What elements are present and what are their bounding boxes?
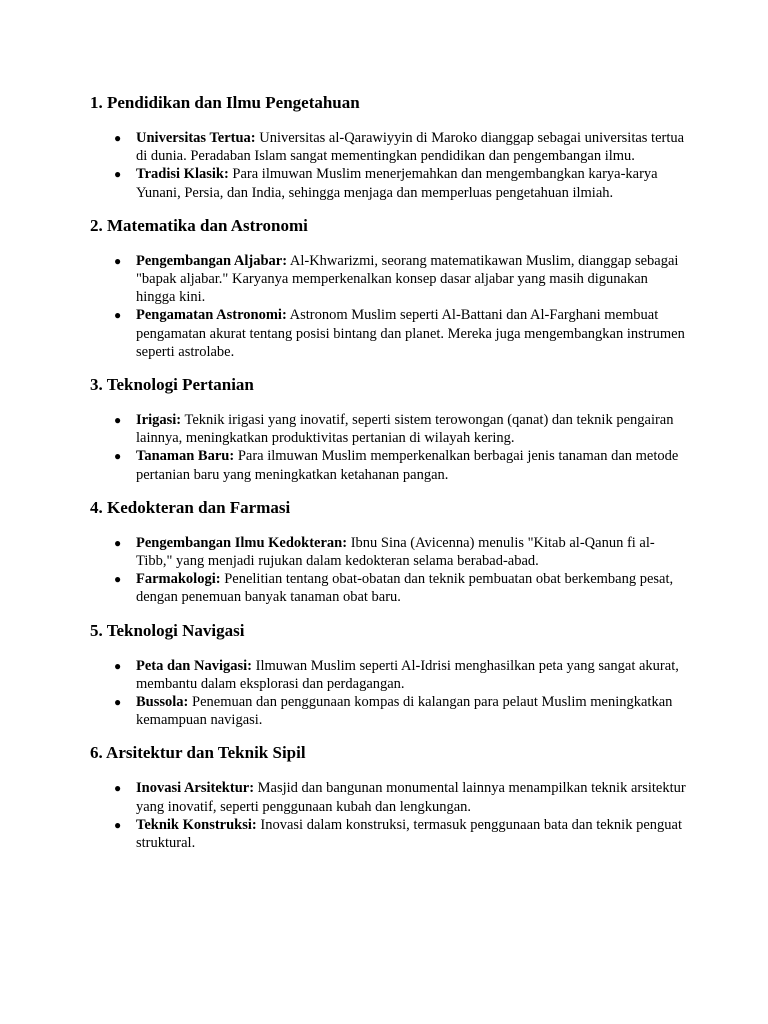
item-text: Ilmuwan Muslim seperti Al-Idrisi menghasilkan peta yang sangat akurat, membantu dalam eksplorasi dan perdagangan. — [136, 657, 679, 692]
bullet-icon: ● — [114, 658, 122, 673]
bullet-icon: ● — [114, 781, 122, 796]
list-item — [90, 816, 688, 852]
bullet-list — [90, 129, 688, 202]
list-item — [90, 657, 688, 693]
bullet-list — [90, 411, 688, 484]
list-item — [90, 570, 688, 606]
bullet-icon: ● — [114, 817, 122, 832]
list-item — [90, 165, 688, 201]
section-heading: 5. Teknologi Navigasi — [90, 620, 245, 640]
list-item — [90, 447, 688, 483]
list-item — [90, 693, 688, 729]
section-pertanian — [90, 374, 688, 484]
section-heading: 1. Pendidikan dan Ilmu Pengetahuan — [90, 93, 360, 112]
section-heading: 3. Teknologi Pertanian — [90, 375, 254, 395]
section-matematika — [90, 215, 688, 361]
item-text: Para ilmuwan Muslim menerjemahkan dan mengembangkan karya-karya Yunani, Persia, dan India, sehingga menjaga dan memperluas pengetahuan ilmiah. — [136, 166, 658, 201]
section-heading: 6. Arsitektur dan Teknik Sipil — [90, 743, 306, 763]
item-text: Penelitian tentang obat-obatan dan teknik pembuatan obat berkembang pesat, dengan penemuan banyak tanaman obat baru. — [136, 571, 674, 606]
bullet-icon: ● — [114, 695, 122, 710]
bullet-icon: ● — [114, 413, 122, 428]
item-text: Astronom Muslim seperti Al-Battani dan Al-Farghani membuat pengamatan akurat tentang posisi bintang dan planet. Mereka juga mengembangkan instrumen seperti astrolabe. — [136, 307, 685, 360]
item-text: Penemuan dan penggunaan kompas di kalangan para pelaut Muslim meningkatkan kemampuan navigasi. — [136, 694, 673, 729]
item-term: Universitas Tertua: — [136, 130, 256, 146]
section-navigasi — [90, 620, 688, 730]
item-term: Tanaman Baru: — [136, 448, 235, 465]
item-term: Pengamatan Astronomi: — [136, 307, 287, 324]
item-term: Inovasi Arsitektur: — [136, 780, 255, 797]
bullet-icon: ● — [114, 167, 122, 182]
item-term: Pengembangan Aljabar: — [136, 252, 288, 269]
section-pendidikan — [90, 92, 688, 202]
list-item — [90, 779, 688, 815]
item-text: Al-Khwarizmi, seorang matematikawan Muslim, dianggap sebagai "bapak aljabar." Karyanya memperkenalkan konsep dasar aljabar yang masih digunakan hingga kini. — [136, 252, 679, 306]
bullet-list — [90, 252, 688, 361]
section-heading: 2. Matematika dan Astronomi — [90, 215, 308, 235]
bullet-icon: ● — [114, 449, 122, 464]
bullet-list — [90, 779, 688, 852]
bullet-icon: ● — [114, 572, 122, 587]
item-text: Masjid dan bangunan monumental lainnya menampilkan teknik arsitektur yang inovatif, seperti penggunaan kubah dan lengkungan. — [136, 780, 686, 815]
bullet-icon: ● — [114, 308, 122, 323]
item-term: Irigasi: — [136, 412, 182, 429]
item-text: Para ilmuwan Muslim memperkenalkan berbagai jenis tanaman dan metode pertanian baru yang meningkatkan ketahanan pangan. — [136, 448, 679, 483]
bullet-list — [90, 534, 688, 607]
item-term: Peta dan Navigasi: — [136, 657, 252, 674]
list-item — [90, 129, 688, 165]
item-term: Teknik Konstruksi: — [136, 816, 257, 833]
bullet-icon: ● — [114, 535, 122, 550]
item-text: Ibnu Sina (Avicenna) menulis "Kitab al-Qanun fi al-Tibb," yang menjadi rujukan dalam kedokteran selama berabad-abad. — [136, 534, 655, 570]
section-kedokteran — [90, 497, 688, 607]
item-term: Farmakologi: — [136, 571, 221, 588]
item-term: Bussola: — [136, 694, 189, 711]
item-text: Universitas al-Qarawiyyin di Maroko dianggap sebagai universitas tertua di dunia. Peradaban Islam sangat mementingkan pendidikan dan pengembangan ilmu. — [136, 130, 685, 165]
item-text: Teknik irigasi yang inovatif, seperti sistem terowongan (qanat) dan teknik pengairan lainnya, meningkatkan produktivitas pertanian di wilayah kering. — [136, 412, 674, 447]
section-heading: 4. Kedokteran dan Farmasi — [90, 497, 291, 517]
list-item — [90, 252, 688, 307]
list-item — [90, 534, 688, 570]
item-text: Inovasi dalam konstruksi, termasuk penggunaan bata dan teknik penguat struktural. — [136, 816, 682, 852]
item-term: Tradisi Klasik: — [136, 166, 229, 183]
item-term: Pengembangan Ilmu Kedokteran: — [136, 534, 348, 551]
bullet-list — [90, 657, 688, 730]
list-item — [90, 411, 688, 447]
section-arsitektur — [90, 742, 688, 852]
list-item — [90, 306, 688, 361]
bullet-icon: ● — [114, 253, 122, 268]
bullet-icon: ● — [114, 131, 122, 145]
